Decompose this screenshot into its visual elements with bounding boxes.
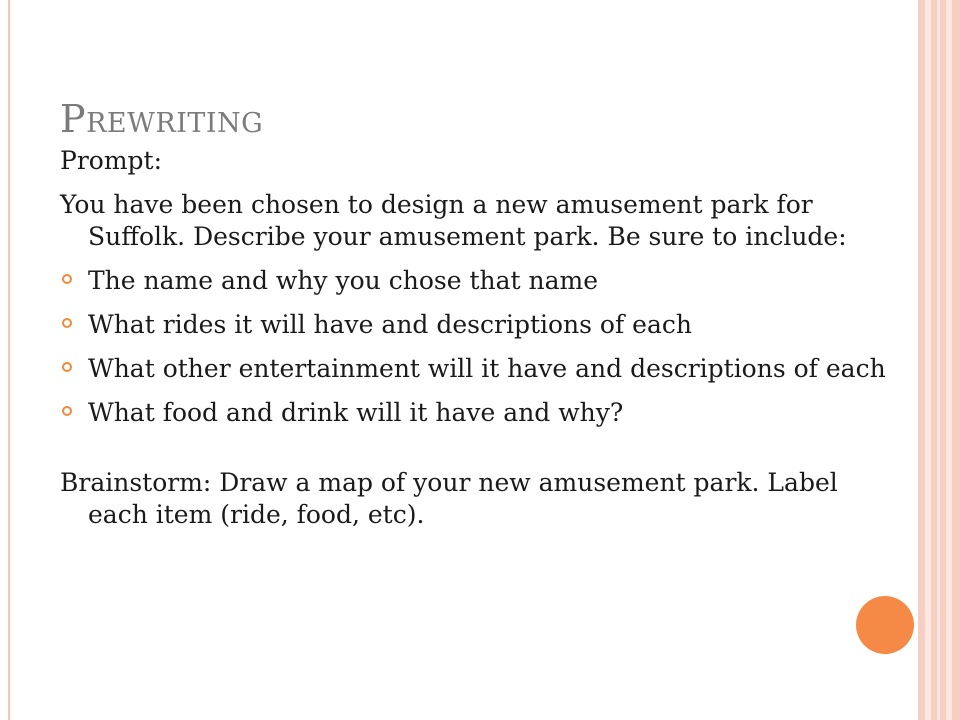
requirements-list (60, 265, 900, 429)
orange-ring-bullet-icon (62, 362, 72, 372)
left-border-line (8, 0, 10, 720)
list-item-text: What other entertainment will it have and descriptions of each (88, 354, 886, 383)
right-stripe (937, 0, 940, 720)
list-item (60, 353, 900, 385)
list-item (60, 265, 900, 297)
prompt-label: Prompt: (60, 146, 163, 175)
brainstorm-instruction: Brainstorm: Draw a map of your new amusement park. Label each item (ride, food, etc). (60, 468, 838, 529)
slide-title: Prewriting (60, 97, 264, 141)
right-stripe (925, 0, 931, 720)
right-stripe (946, 0, 952, 720)
slide-body (60, 145, 900, 531)
orange-circle-icon (856, 596, 914, 654)
list-item (60, 309, 900, 341)
orange-ring-bullet-icon (62, 406, 72, 416)
orange-ring-bullet-icon (62, 274, 72, 284)
orange-ring-bullet-icon (62, 318, 72, 328)
list-item-text: What rides it will have and descriptions of each (88, 310, 692, 339)
list-item-text: What food and drink will it have and why? (88, 398, 624, 427)
list-item-text: The name and why you chose that name (88, 266, 598, 295)
list-item (60, 397, 900, 429)
prompt-description: You have been chosen to design a new amusement park for Suffolk. Describe your amusement park. Be sure to include: (60, 190, 847, 251)
